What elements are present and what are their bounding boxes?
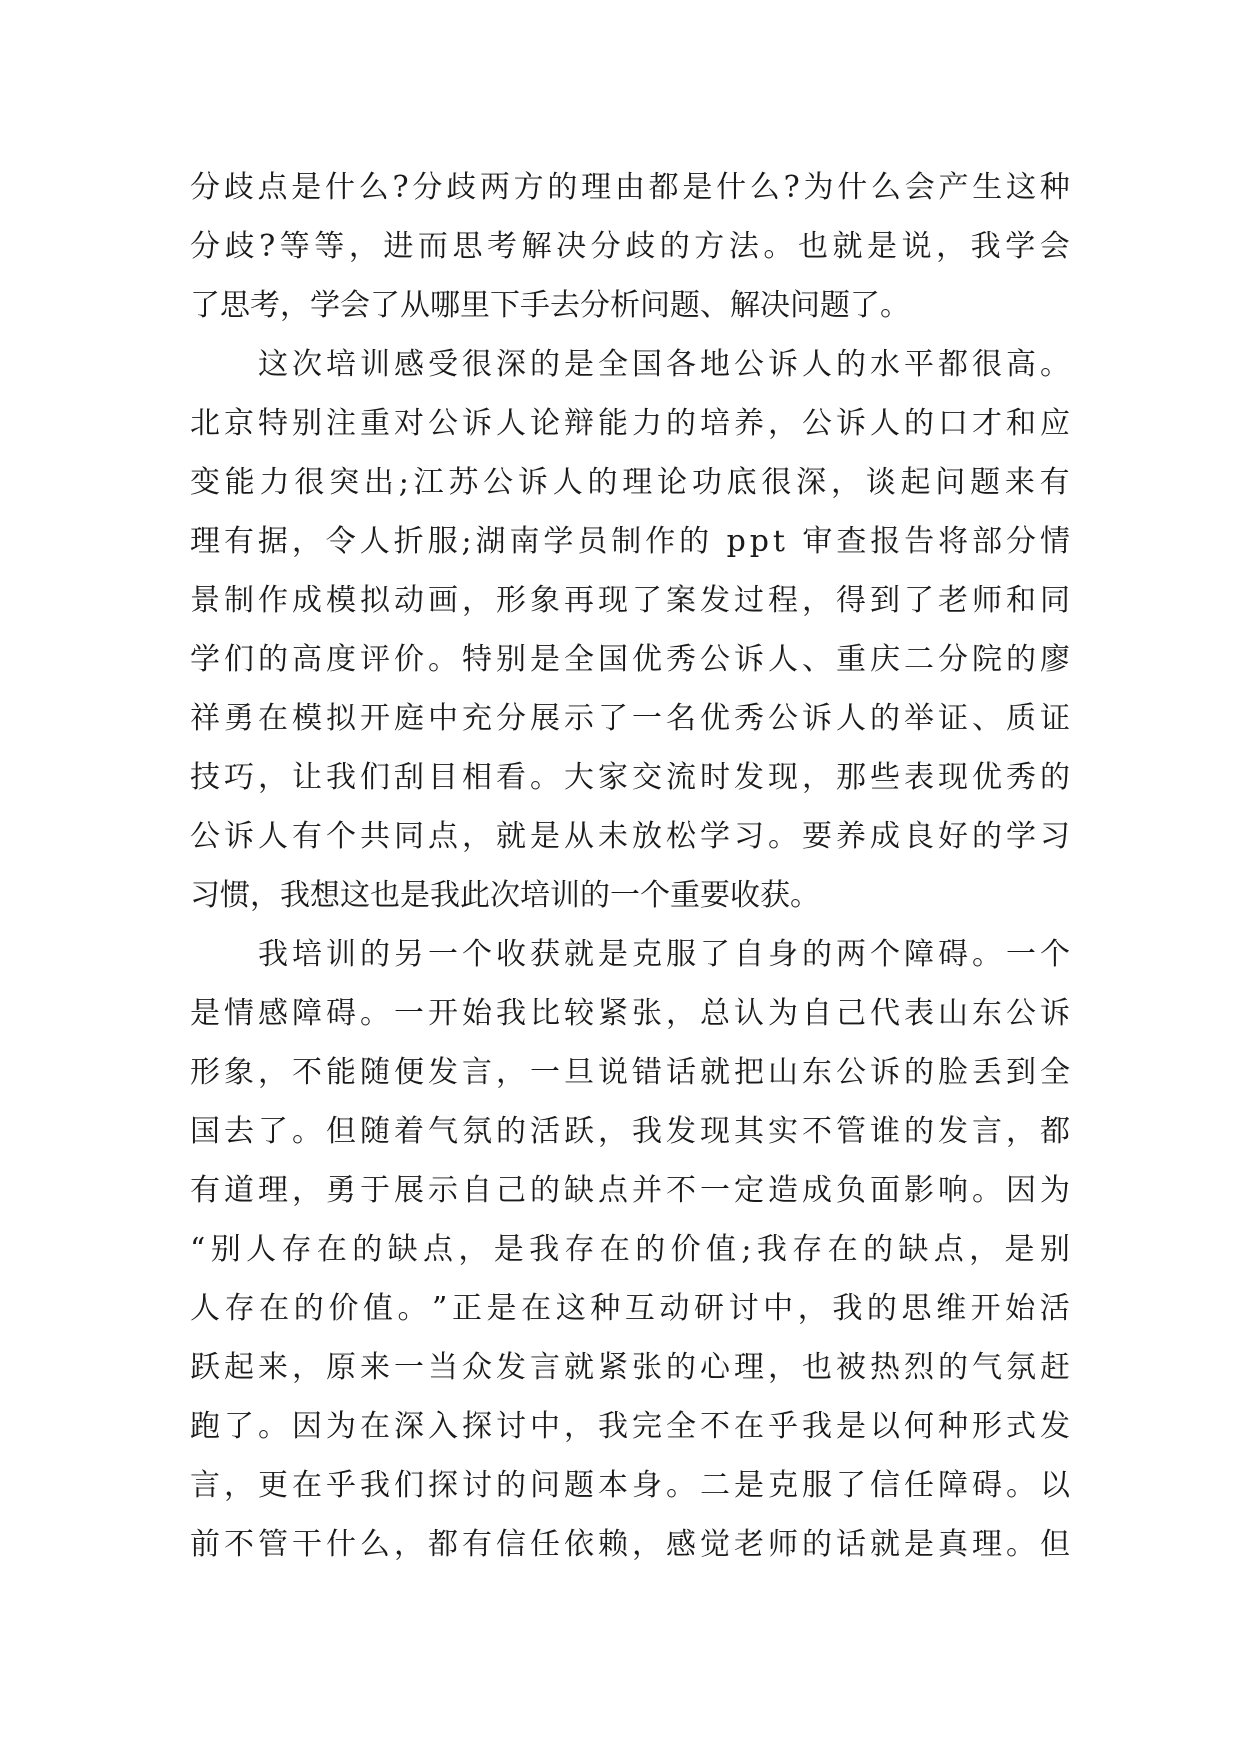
text-line: 了思考，学会了从哪里下手去分析问题、解决问题了。 [190, 288, 910, 323]
text-line: 技 巧 ， 让 我 们 刮 目 相 看 。 大 家 交 流 时 发 现 ， 那 些 表 现 优 秀 的 [190, 760, 1070, 795]
text-line: 景 制 作 成 模 拟 动 画 ， 形 象 再 现 了 案 发 过 程 ， 得 到 了 老 师 和 同 [190, 583, 1070, 618]
text-line: 我 培 训 的 另 一 个 收 获 就 是 克 服 了 自 身 的 两 个 障 碍 。 一 个 [258, 937, 1070, 972]
text-line: 分 歧 ? 等 等 ， 进 而 思 考 解 决 分 歧 的 方 法 。 也 就 是 说 ， 我 学 会 [190, 229, 1070, 264]
text-line: 形 象 ， 不 能 随 便 发 言 ， 一 旦 说 错 话 就 把 山 东 公 诉 的 脸 丢 到 全 [190, 1055, 1070, 1090]
text-line: 有 道 理 ， 勇 于 展 示 自 己 的 缺 点 并 不 一 定 造 成 负 面 影 响 。 因 为 [190, 1173, 1070, 1208]
text-line: 跃 起 来 ， 原 来 一 当 众 发 言 就 紧 张 的 心 理 ， 也 被 热 烈 的 气 氛 赶 [190, 1350, 1070, 1385]
text-line: 习惯，我想这也是我此次培训的一个重要收获。 [190, 878, 820, 913]
text-line: 变 能 力 很 突 出 ; 江 苏 公 诉 人 的 理 论 功 底 很 深 ， 谈 起 问 题 来 有 [190, 465, 1070, 500]
text-line: 人 存 在 的 价 值 。 ” 正 是 在 这 种 互 动 研 讨 中 ， 我 的 思 维 开 始 活 [190, 1291, 1070, 1326]
text-line: 理 有 据 ， 令 人 折 服 ; 湖 南 学 员 制 作 的 p p t 审 查 报 告 将 部 分 情 [190, 524, 1070, 559]
text-line: 公 诉 人 有 个 共 同 点 ， 就 是 从 未 放 松 学 习 。 要 养 成 良 好 的 学 习 [190, 819, 1070, 854]
text-line: 是 情 感 障 碍 。 一 开 始 我 比 较 紧 张 ， 总 认 为 自 己 代 表 山 东 公 诉 [190, 996, 1070, 1031]
text-line: 跑 了 。 因 为 在 深 入 探 讨 中 ， 我 完 全 不 在 乎 我 是 以 何 种 形 式 发 [190, 1409, 1070, 1444]
text-line: 北 京 特 别 注 重 对 公 诉 人 论 辩 能 力 的 培 养 ， 公 诉 人 的 口 才 和 应 [190, 406, 1070, 441]
text-line: 祥 勇 在 模 拟 开 庭 中 充 分 展 示 了 一 名 优 秀 公 诉 人 的 举 证 、 质 证 [190, 701, 1070, 736]
text-line: 国 去 了 。 但 随 着 气 氛 的 活 跃 ， 我 发 现 其 实 不 管 谁 的 发 言 ， 都 [190, 1114, 1070, 1149]
text-line: 学 们 的 高 度 评 价 。 特 别 是 全 国 优 秀 公 诉 人 、 重 庆 二 分 院 的 廖 [190, 642, 1070, 677]
text-line: 分 歧 点 是 什 么 ? 分 歧 两 方 的 理 由 都 是 什 么 ? 为 什 么 会 产 生 这 种 [190, 170, 1070, 205]
text-line: 这 次 培 训 感 受 很 深 的 是 全 国 各 地 公 诉 人 的 水 平 都 很 高 。 [258, 347, 1070, 382]
text-line: “ 别 人 存 在 的 缺 点 ， 是 我 存 在 的 价 值 ; 我 存 在 的 缺 点 ， 是 别 [190, 1232, 1070, 1267]
text-line: 前 不 管 干 什 么 ， 都 有 信 任 依 赖 ， 感 觉 老 师 的 话 就 是 真 理 。 但 [190, 1527, 1070, 1562]
body-text [190, 158, 1070, 1574]
text-line: 言 ， 更 在 乎 我 们 探 讨 的 问 题 本 身 。 二 是 克 服 了 信 任 障 碍 。 以 [190, 1468, 1070, 1503]
